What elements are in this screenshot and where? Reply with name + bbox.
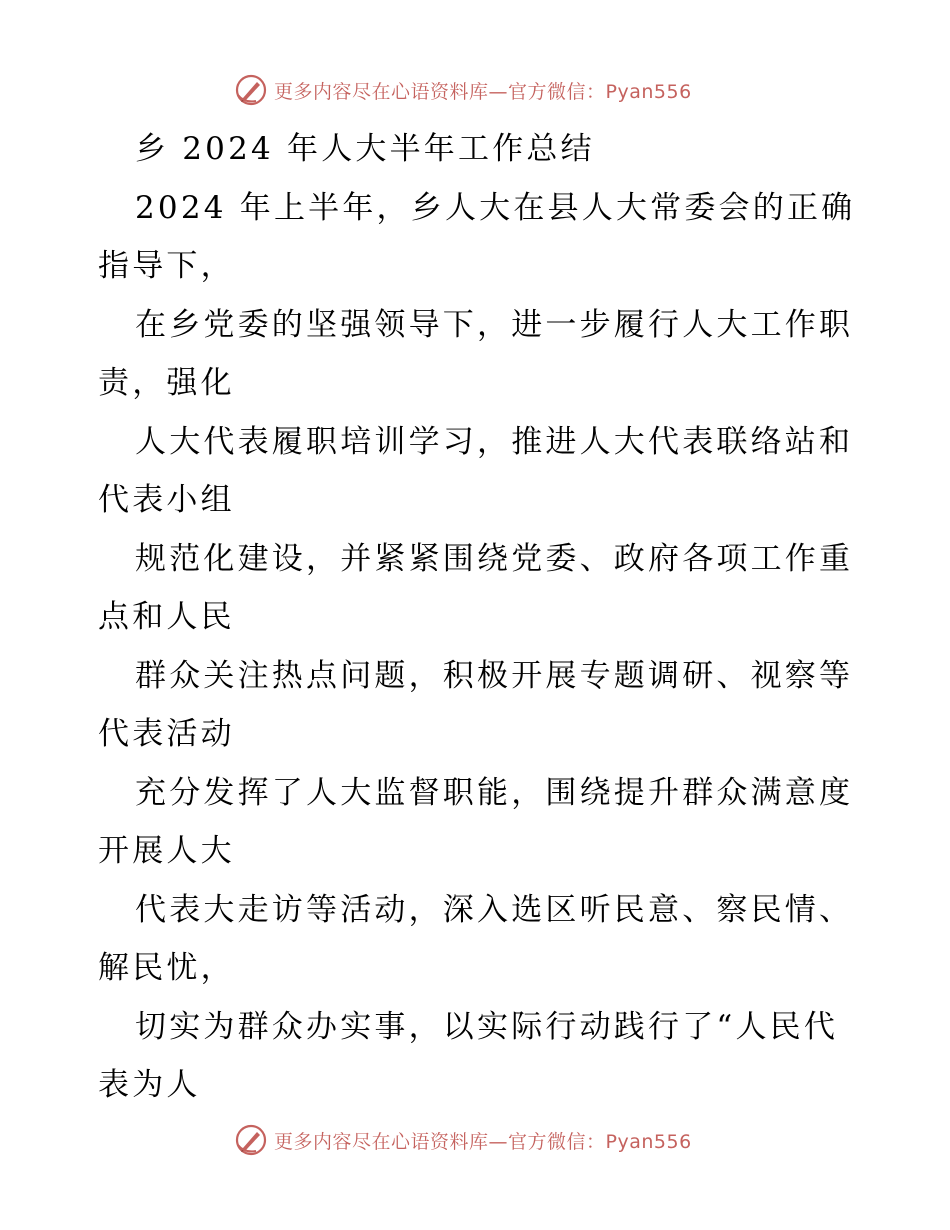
watermark-text: 更多内容尽在心语资料库—官方微信： [274, 80, 606, 103]
header-watermark [234, 70, 754, 110]
document-body [98, 120, 868, 1115]
watermark-contact: Pyan556 [605, 80, 692, 103]
paragraph-line-wrap: 点和人民 [98, 599, 235, 635]
footer-watermark [234, 1120, 754, 1160]
paragraph-line-wrap: 解民忧， [98, 950, 235, 986]
pen-logo-icon [234, 73, 268, 107]
paragraph-line: 代表大走访等活动，深入选区听民意、察民情、 [135, 891, 854, 928]
paragraph-line-wrap: 表为人 [98, 1067, 201, 1103]
paragraph-line-wrap: 指导下， [98, 248, 235, 284]
paragraph-line-wrap: 开展人大 [98, 833, 235, 869]
document-title: 乡 2024 年人大半年工作总结 [135, 131, 595, 167]
paragraph-line-wrap: 代表小组 [98, 482, 235, 518]
paragraph-line: 规范化建设，并紧紧围绕党委、政府各项工作重 [135, 540, 854, 577]
watermark-text: 更多内容尽在心语资料库—官方微信： [274, 1130, 606, 1153]
paragraph-line: 2024 年上半年，乡人大在县人大常委会的正确 [135, 189, 856, 226]
paragraph-line-wrap: 责，强化 [98, 365, 235, 401]
paragraph-line: 在乡党委的坚强领导下，进一步履行人大工作职 [135, 306, 854, 343]
watermark-contact: Pyan556 [605, 1130, 692, 1153]
pen-logo-icon [234, 1123, 268, 1157]
paragraph-line-wrap: 代表活动 [98, 716, 235, 752]
paragraph-line: 充分发挥了人大监督职能，围绕提升群众满意度 [135, 774, 854, 811]
paragraph-line: 切实为群众办实事，以实际行动践行了“人民代 [135, 1008, 839, 1045]
paragraph-line: 群众关注热点问题，积极开展专题调研、视察等 [135, 657, 854, 694]
paragraph-line: 人大代表履职培训学习，推进人大代表联络站和 [135, 423, 854, 460]
